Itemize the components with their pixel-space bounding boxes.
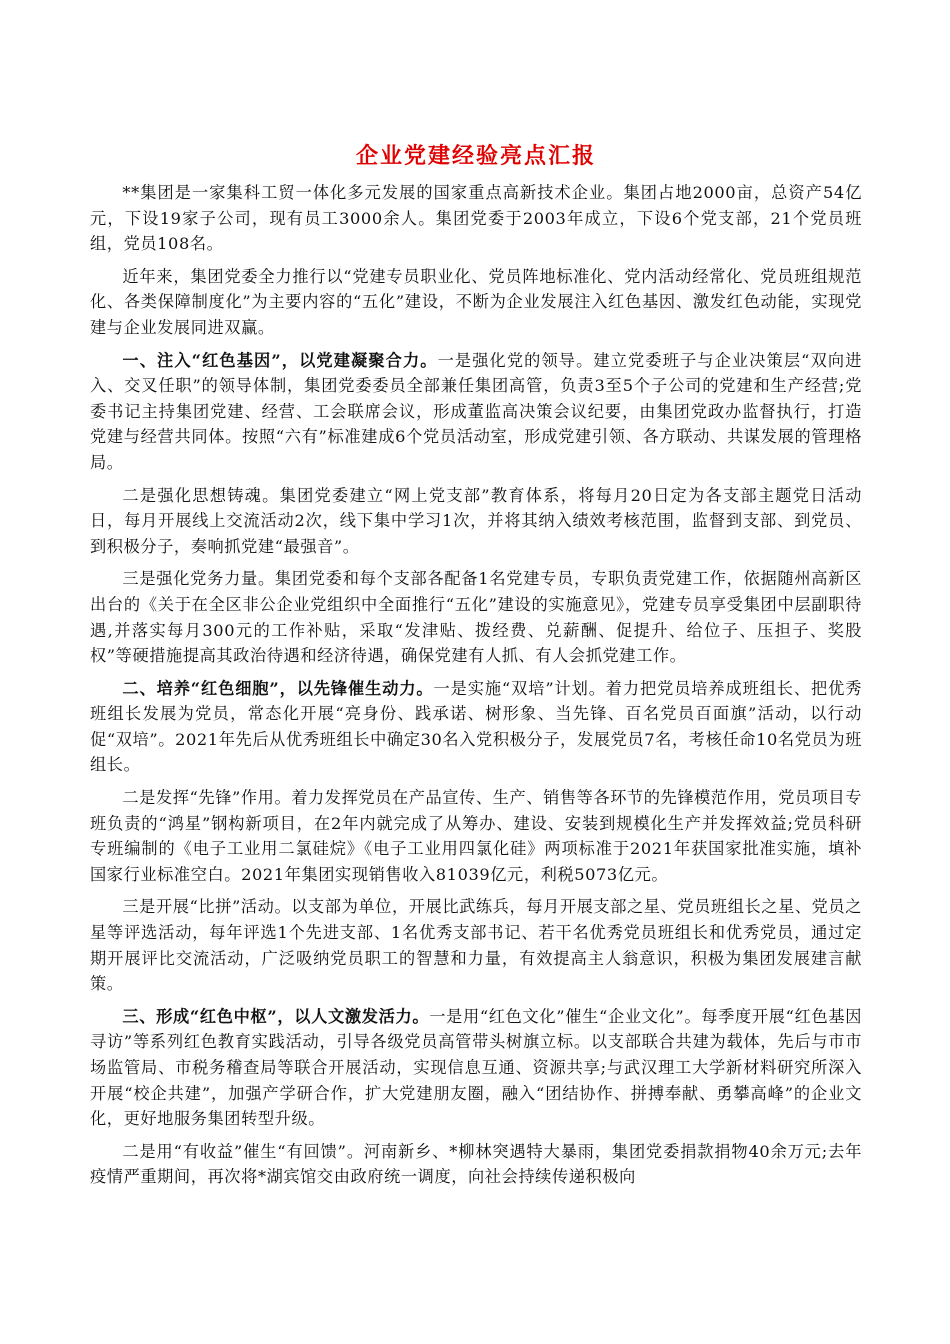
paragraph-text: 二是用“有收益”催生“有回馈”。河南新乡、*柳林突遇特大暴雨，集团党委捐款捐物40余万元;去年疫情严重期间，再次将*湖宾馆交由政府统一调度，向社会持续传递积极向 xyxy=(90,1141,862,1187)
paragraph xyxy=(90,180,862,257)
paragraph xyxy=(90,483,862,560)
paragraph-text: 一是实施“双培”计划。着力把党员培养成班组长、把优秀班组长发展为党员，常态化开展“亮身份、践承诺、树形象、当先锋、百名党员百面旗”活动，以行动促“双培”。2021年先后从优秀班组长中确定30名入党积极分子，发展党员7名，考核任命10名党员为班组长。 xyxy=(90,678,862,775)
paragraph-text: 一是强化党的领导。建立党委班子与企业决策层“双向进入、交叉任职”的领导体制，集团党委委员全部兼任集团高管，负责3至5个子公司的党建和生产经营;党委书记主持集团党建、经营、工会联席会议，形成董监高决策会议纪要，由集团党政办监督执行，打造党建与经营共同体。按照“六有”标准建成6个党员活动室，形成党建引领、各方联动、共谋发展的管理格局。 xyxy=(90,350,862,472)
paragraph-text: 二是发挥“先锋”作用。着力发挥党员在产品宣传、生产、销售等各环节的先锋模范作用，党员项目专班负责的“鸿星”钢构新项目，在2年内就完成了从筹办、建设、安装到规模化生产并发挥效益;党员科研专班编制的《电子工业用二氯硅烷》《电子工业用四氯化硅》两项标准于2021年获国家批准实施，填补国家行业标准空白。2021年集团实现销售收入81039亿元，利税5073亿元。 xyxy=(90,788,863,884)
section-heading: 一、注入“红色基因”，以党建凝聚合力。 xyxy=(122,350,438,370)
paragraph-text: 一是用“红色文化”催生“企业文化”。每季度开展“红色基因寻访”等系列红色教育实践活动，引导各级党员高管带头树旗立标。以支部联合共建为载体，先后与市市场监管局、市税务稽查局等联合开展活动，实现信息互通、资源共享;与武汉理工大学新材料研究所深入开展“校企共建”，加强产学研合作，扩大党建朋友圈，融入“团结协作、拼搏奉献、勇攀高峰”的企业文化，更好地服务集团转型升级。 xyxy=(90,1006,862,1129)
section-heading: 二、培养“红色细胞”，以先锋催生动力。 xyxy=(122,678,434,698)
paragraph xyxy=(90,894,862,996)
document-page xyxy=(90,140,862,1197)
paragraph xyxy=(90,1139,862,1190)
paragraph xyxy=(90,1004,862,1132)
paragraph-text: 三是开展“比拼”活动。以支部为单位，开展比武练兵，每月开展支部之星、党员班组长之星、党员之星等评选活动，每年评选1个先进支部、1名优秀支部书记、若干名优秀党员班组长和优秀党员，通过定期开展评比交流活动，广泛吸纳党员职工的智慧和力量，有效提高主人翁意识，积极为集团发展建言献策。 xyxy=(90,897,863,994)
paragraph xyxy=(90,785,862,887)
section-heading: 三、形成“红色中枢”，以人文激发活力。 xyxy=(122,1006,430,1026)
paragraph xyxy=(90,676,862,778)
paragraph-text: **集团是一家集科工贸一体化多元发展的国家重点高新技术企业。集团占地2000亩，总资产54亿元，下设19家子公司，现有员工3000余人。集团党委于2003年成立，下设6个党支部，21个党员班组，党员108名。 xyxy=(90,183,862,254)
document-title: 企业党建经验亮点汇报 xyxy=(355,143,596,169)
paragraph-text: 二是强化思想铸魂。集团党委建立“网上党支部”教育体系，将每月20日定为各支部主题党日活动日，每月开展线上交流活动2次，线下集中学习1次，并将其纳入绩效考核范围，监督到支部、到党员、到积极分子，奏响抓党建“最强音”。 xyxy=(90,485,862,556)
paragraph xyxy=(90,566,862,668)
paragraph-text: 三是强化党务力量。集团党委和每个支部各配备1名党建专员，专职负责党建工作，依据随州高新区出台的《关于在全区非公企业党组织中全面推行“五化”建设的实施意见》，党建专员享受集团中层副职待遇,并落实每月300元的工作补贴，采取“发津贴、拨经费、兑薪酬、促提升、给位子、压担子、奖股权”等硬措施提高其政治待遇和经济待遇，确保党建有人抓、有人会抓党建工作。 xyxy=(90,569,862,666)
paragraph xyxy=(90,264,862,341)
paragraph xyxy=(90,348,862,476)
paragraph-text: 近年来，集团党委全力推行以“党建专员职业化、党员阵地标准化、党内活动经常化、党员班组规范化、各类保障制度化”为主要内容的“五化”建设，不断为企业发展注入红色基因、激发红色动能，实现党建与企业发展同进双赢。 xyxy=(90,266,862,337)
